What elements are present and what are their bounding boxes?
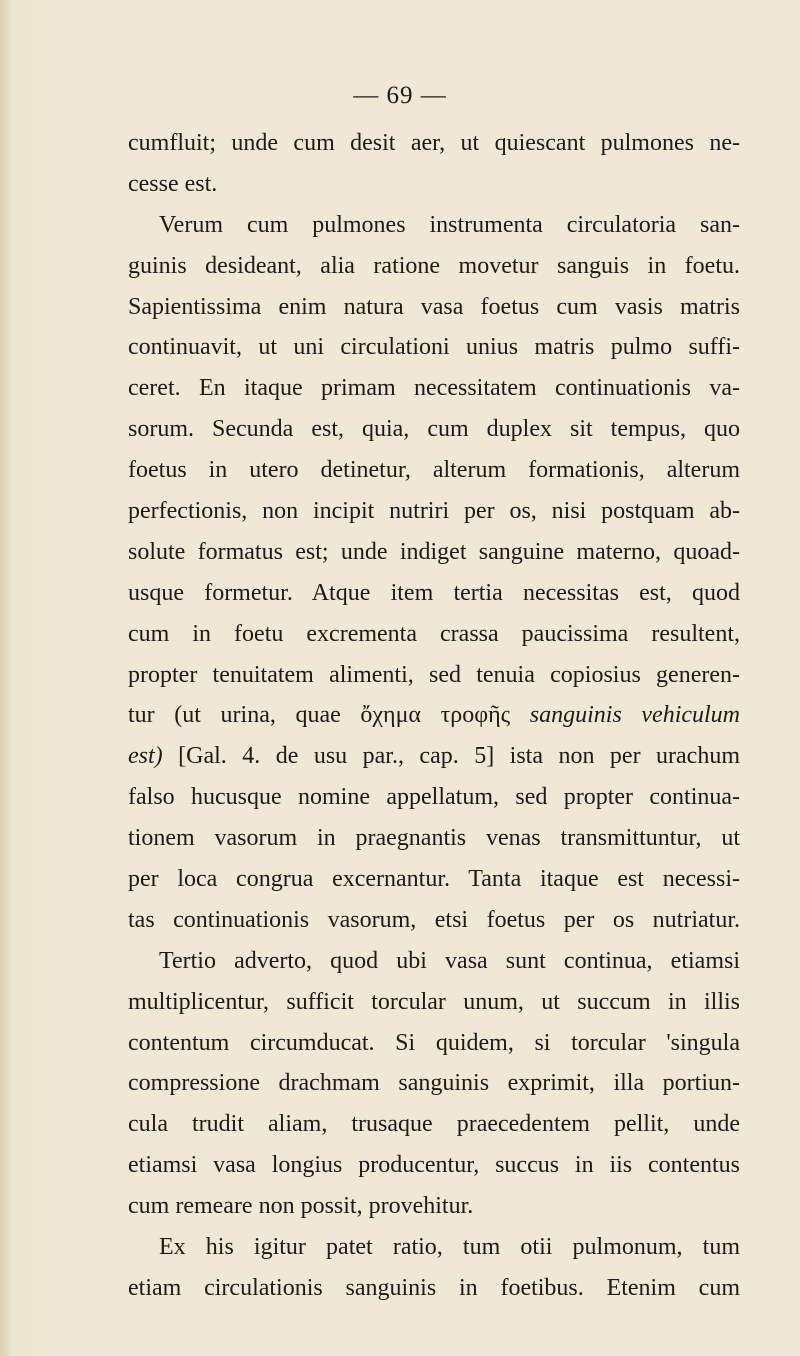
text-line-10: perfectionis, non incipit nutriri per os, nisi postquam ab- — [128, 498, 740, 525]
page-number-header: — 69 — — [353, 82, 447, 109]
text-line-24: compressione drachmam sanguinis exprimit, illa portiun- — [128, 1070, 740, 1097]
text-line-25: cula trudit aliam, trusaque praecedentem pellit, unde — [128, 1111, 740, 1138]
text-line-20: tas continuationis vasorum, etsi foetus per os nutriatur. — [128, 906, 740, 933]
text-line-16-roman: [Gal. 4. de usu par., cap. 5] ista non per urachum — [162, 743, 740, 770]
text-line-1: cumfluit; unde cum desit aer, ut quiescant pulmones ne- — [128, 130, 740, 156]
text-line-2: cesse est. — [128, 170, 218, 197]
text-line-11: solute formatus est; unde indiget sanguine materno, quoad- — [128, 538, 740, 565]
text-line-16-italic: est) — [128, 743, 163, 770]
text-line-5: Sapientissima enim natura vasa foetus cum vasis matris — [128, 293, 740, 320]
text-line-26: etiamsi vasa longius producentur, succus in iis contentus — [128, 1152, 740, 1179]
text-line-14: propter tenuitatem alimenti, sed tenuia copiosius generen- — [128, 661, 740, 688]
text-line-27: cum remeare non possit, provehitur. — [128, 1193, 474, 1220]
text-line-9: foetus in utero detinetur, alterum formationis, alterum — [128, 457, 740, 484]
text-line-28: Ex his igitur patet ratio, tum otii pulmonum, tum — [159, 1234, 740, 1261]
text-line-13: cum in foetu excrementa crassa paucissima resultent, — [128, 620, 740, 647]
text-line-18: tionem vasorum in praegnantis venas transmittuntur, ut — [128, 825, 740, 852]
text-line-16 — [128, 736, 740, 777]
text-line-17: falso hucusque nomine appellatum, sed propter continua- — [128, 784, 740, 811]
text-line-6: continuavit, ut uni circulationi unius matris pulmo suffi- — [128, 334, 740, 361]
page-gutter-shadow — [0, 0, 10, 1356]
text-line-29: etiam circulationis sanguinis in foetibus. Etenim cum — [128, 1274, 740, 1301]
text-line-8: sorum. Secunda est, quia, cum duplex sit tempus, quo — [128, 416, 740, 443]
text-line-19: per loca congrua excernantur. Tanta itaque est necessi- — [128, 866, 740, 893]
text-line-22: multiplicentur, sufficit torcular unum, ut succum in illis — [128, 988, 740, 1015]
text-line-12: usque formetur. Atque item tertia necessitas est, quod — [128, 579, 740, 606]
text-line-15 — [128, 695, 740, 736]
body-text — [128, 123, 740, 1309]
text-line-3: Verum cum pulmones instrumenta circulatoria san- — [159, 211, 740, 238]
text-line-21: Tertio adverto, quod ubi vasa sunt continua, etiamsi — [159, 947, 740, 974]
text-line-15-roman: tur (ut urina, quae ὄχημα τροφῆς — [128, 702, 530, 729]
text-line-4: guinis desideant, alia ratione movetur sanguis in foetu. — [128, 252, 740, 279]
text-line-15-italic: sanguinis vehiculum — [529, 702, 741, 729]
text-line-7: ceret. En itaque primam necessitatem continuationis va- — [128, 375, 740, 402]
text-line-23: contentum circumducat. Si quidem, si torcular 'singula — [128, 1029, 740, 1056]
